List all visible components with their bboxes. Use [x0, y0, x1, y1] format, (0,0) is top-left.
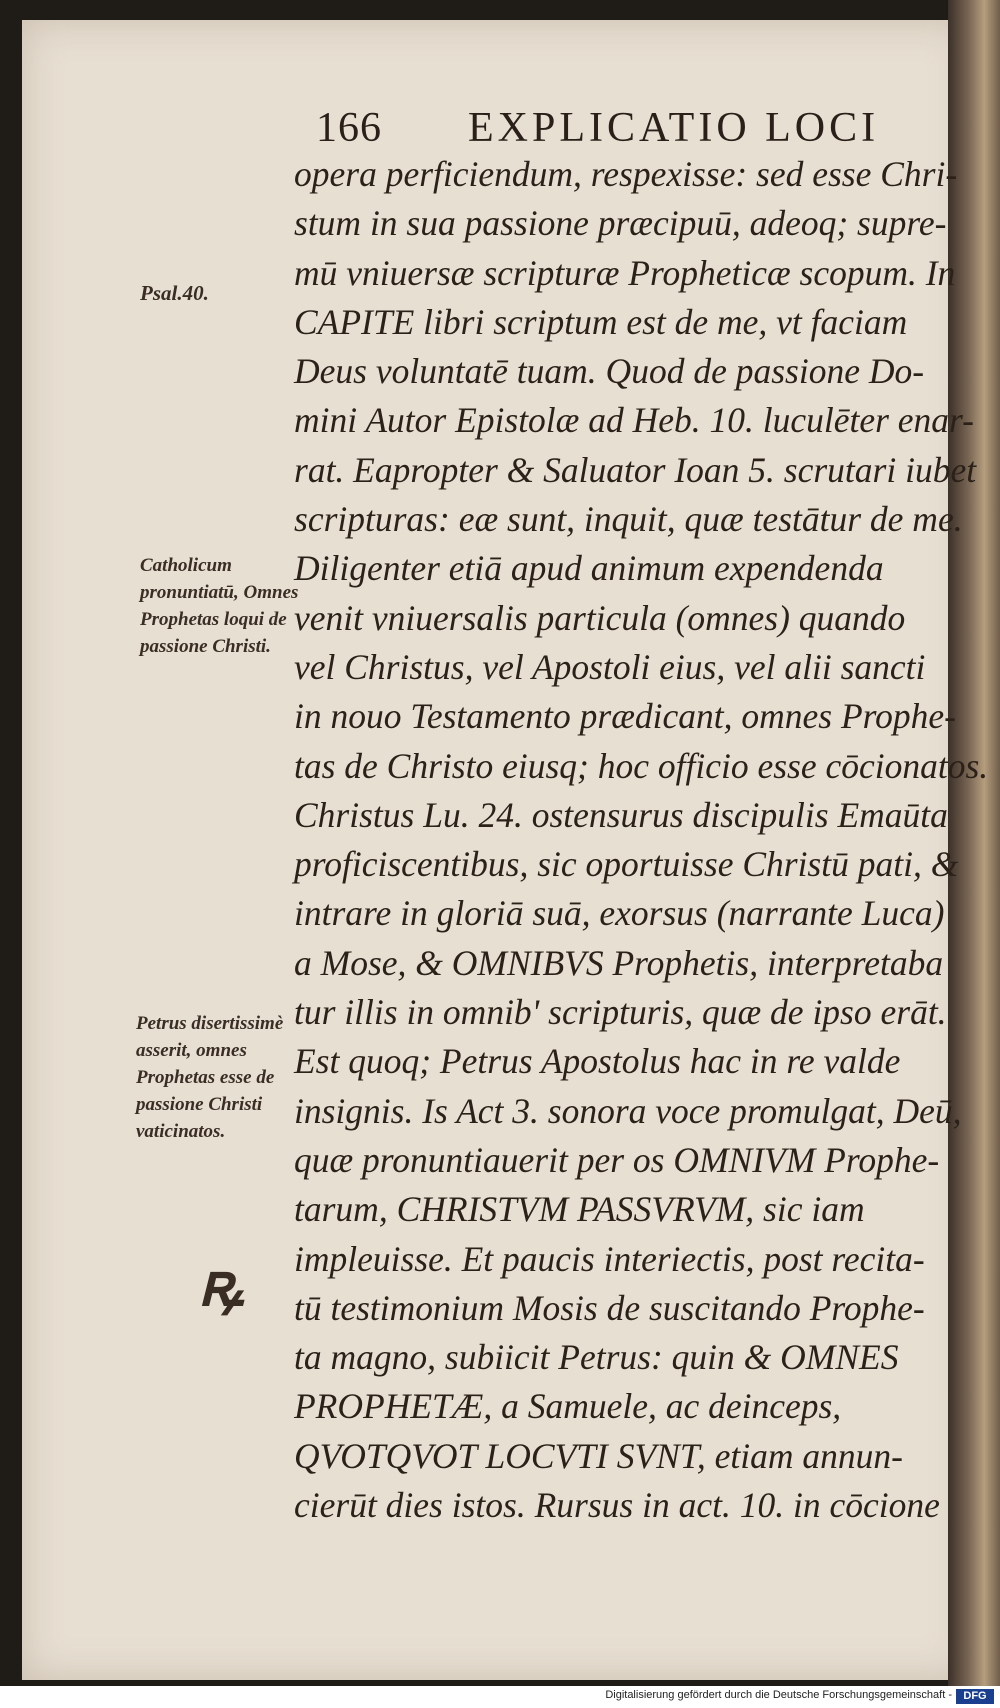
text-line: cierūt dies istos. Rursus in act. 10. in cōcione [294, 1485, 940, 1526]
text-line: intrare in gloriā suā, exorsus (narrante Luca) [294, 893, 945, 934]
text-line: ta magno, subiicit Petrus: quin & OMNES [294, 1337, 899, 1378]
text-line: Christus Lu. 24. ostensurus discipulis Emaūta [294, 794, 948, 835]
margin-note-psalm: Psal.40. [140, 281, 209, 305]
text-line: quæ pronuntiauerit per os OMNIVM Prophe- [294, 1139, 940, 1180]
dfg-logo: DFG [956, 1689, 994, 1704]
text-line: vel Christus, vel Apostoli eius, vel alii sancti [294, 646, 926, 687]
text-line: Est quoq; Petrus Apostolus hac in re valde [294, 1041, 901, 1082]
footer-credit: Digitalisierung gefördert durch die Deutsche Forschungsgemeinschaft - [605, 1689, 952, 1701]
margin-note-catholicum: Catholicum pronuntiatū, Omnes Prophetas loqui de passione Christi. [140, 555, 299, 657]
text-line: in nouo Testamento prædicant, omnes Prophe- [294, 696, 956, 737]
text-line: Deus voluntatē tuam. Quod de passione Do- [294, 351, 925, 392]
digitization-footer [0, 1686, 1000, 1708]
body-text [294, 150, 989, 1530]
text-line: insignis. Is Act 3. sonora voce promulgat, Deū, [294, 1090, 962, 1131]
text-line: rat. Eapropter & Saluator Ioan 5. scrutari iubet [294, 449, 977, 490]
text-line: tū testimonium Mosis de suscitando Prophe- [294, 1287, 925, 1328]
page-number: 166 [316, 105, 382, 151]
text-line: stum in sua passione præcipuū, adeoq; supre- [294, 203, 947, 244]
ornament-glyph: ꝶ [198, 1252, 244, 1318]
text-line: impleuisse. Et paucis interiectis, post recita- [294, 1238, 925, 1279]
text-line: scripturas: eæ sunt, inquit, quæ testātur de me. [294, 499, 963, 540]
text-line: mū vniuersæ scripturæ Propheticæ scopum. In [294, 252, 956, 293]
text-line: tur illis in omnib' scripturis, quæ de ipso erāt. [294, 992, 947, 1033]
text-line: tarum, CHRISTVM PASSVRVM, sic iam [294, 1189, 865, 1230]
text-line: Diligenter etiā apud animum expendenda [294, 548, 884, 589]
text-line: CAPITE libri scriptum est de me, vt faciam [294, 301, 908, 342]
text-line: mini Autor Epistolæ ad Heb. 10. luculēter enar- [294, 400, 974, 441]
text-line: proficiscentibus, sic oportuisse Christū pati, & [294, 844, 959, 885]
margin-note-petrus: Petrus disertissimè asserit, omnes Prophetas esse de passione Christi vaticinatos. [136, 1013, 284, 1142]
text-line: venit vniuersalis particula (omnes) quando [294, 597, 906, 638]
running-head: EXPLICATIO LOCI [468, 105, 880, 151]
text-line: tas de Christo eiusq; hoc officio esse cōcionatos. [294, 745, 989, 786]
text-line: a Mose, & OMNIBVS Prophetis, interpretaba [294, 942, 944, 983]
text-line: opera perficiendum, respexisse: sed esse Chri- [294, 154, 958, 194]
text-line: PROPHETÆ, a Samuele, ac deinceps, [294, 1386, 842, 1427]
text-line: QVOTQVOT LOCVTI SVNT, etiam annun- [294, 1435, 903, 1476]
